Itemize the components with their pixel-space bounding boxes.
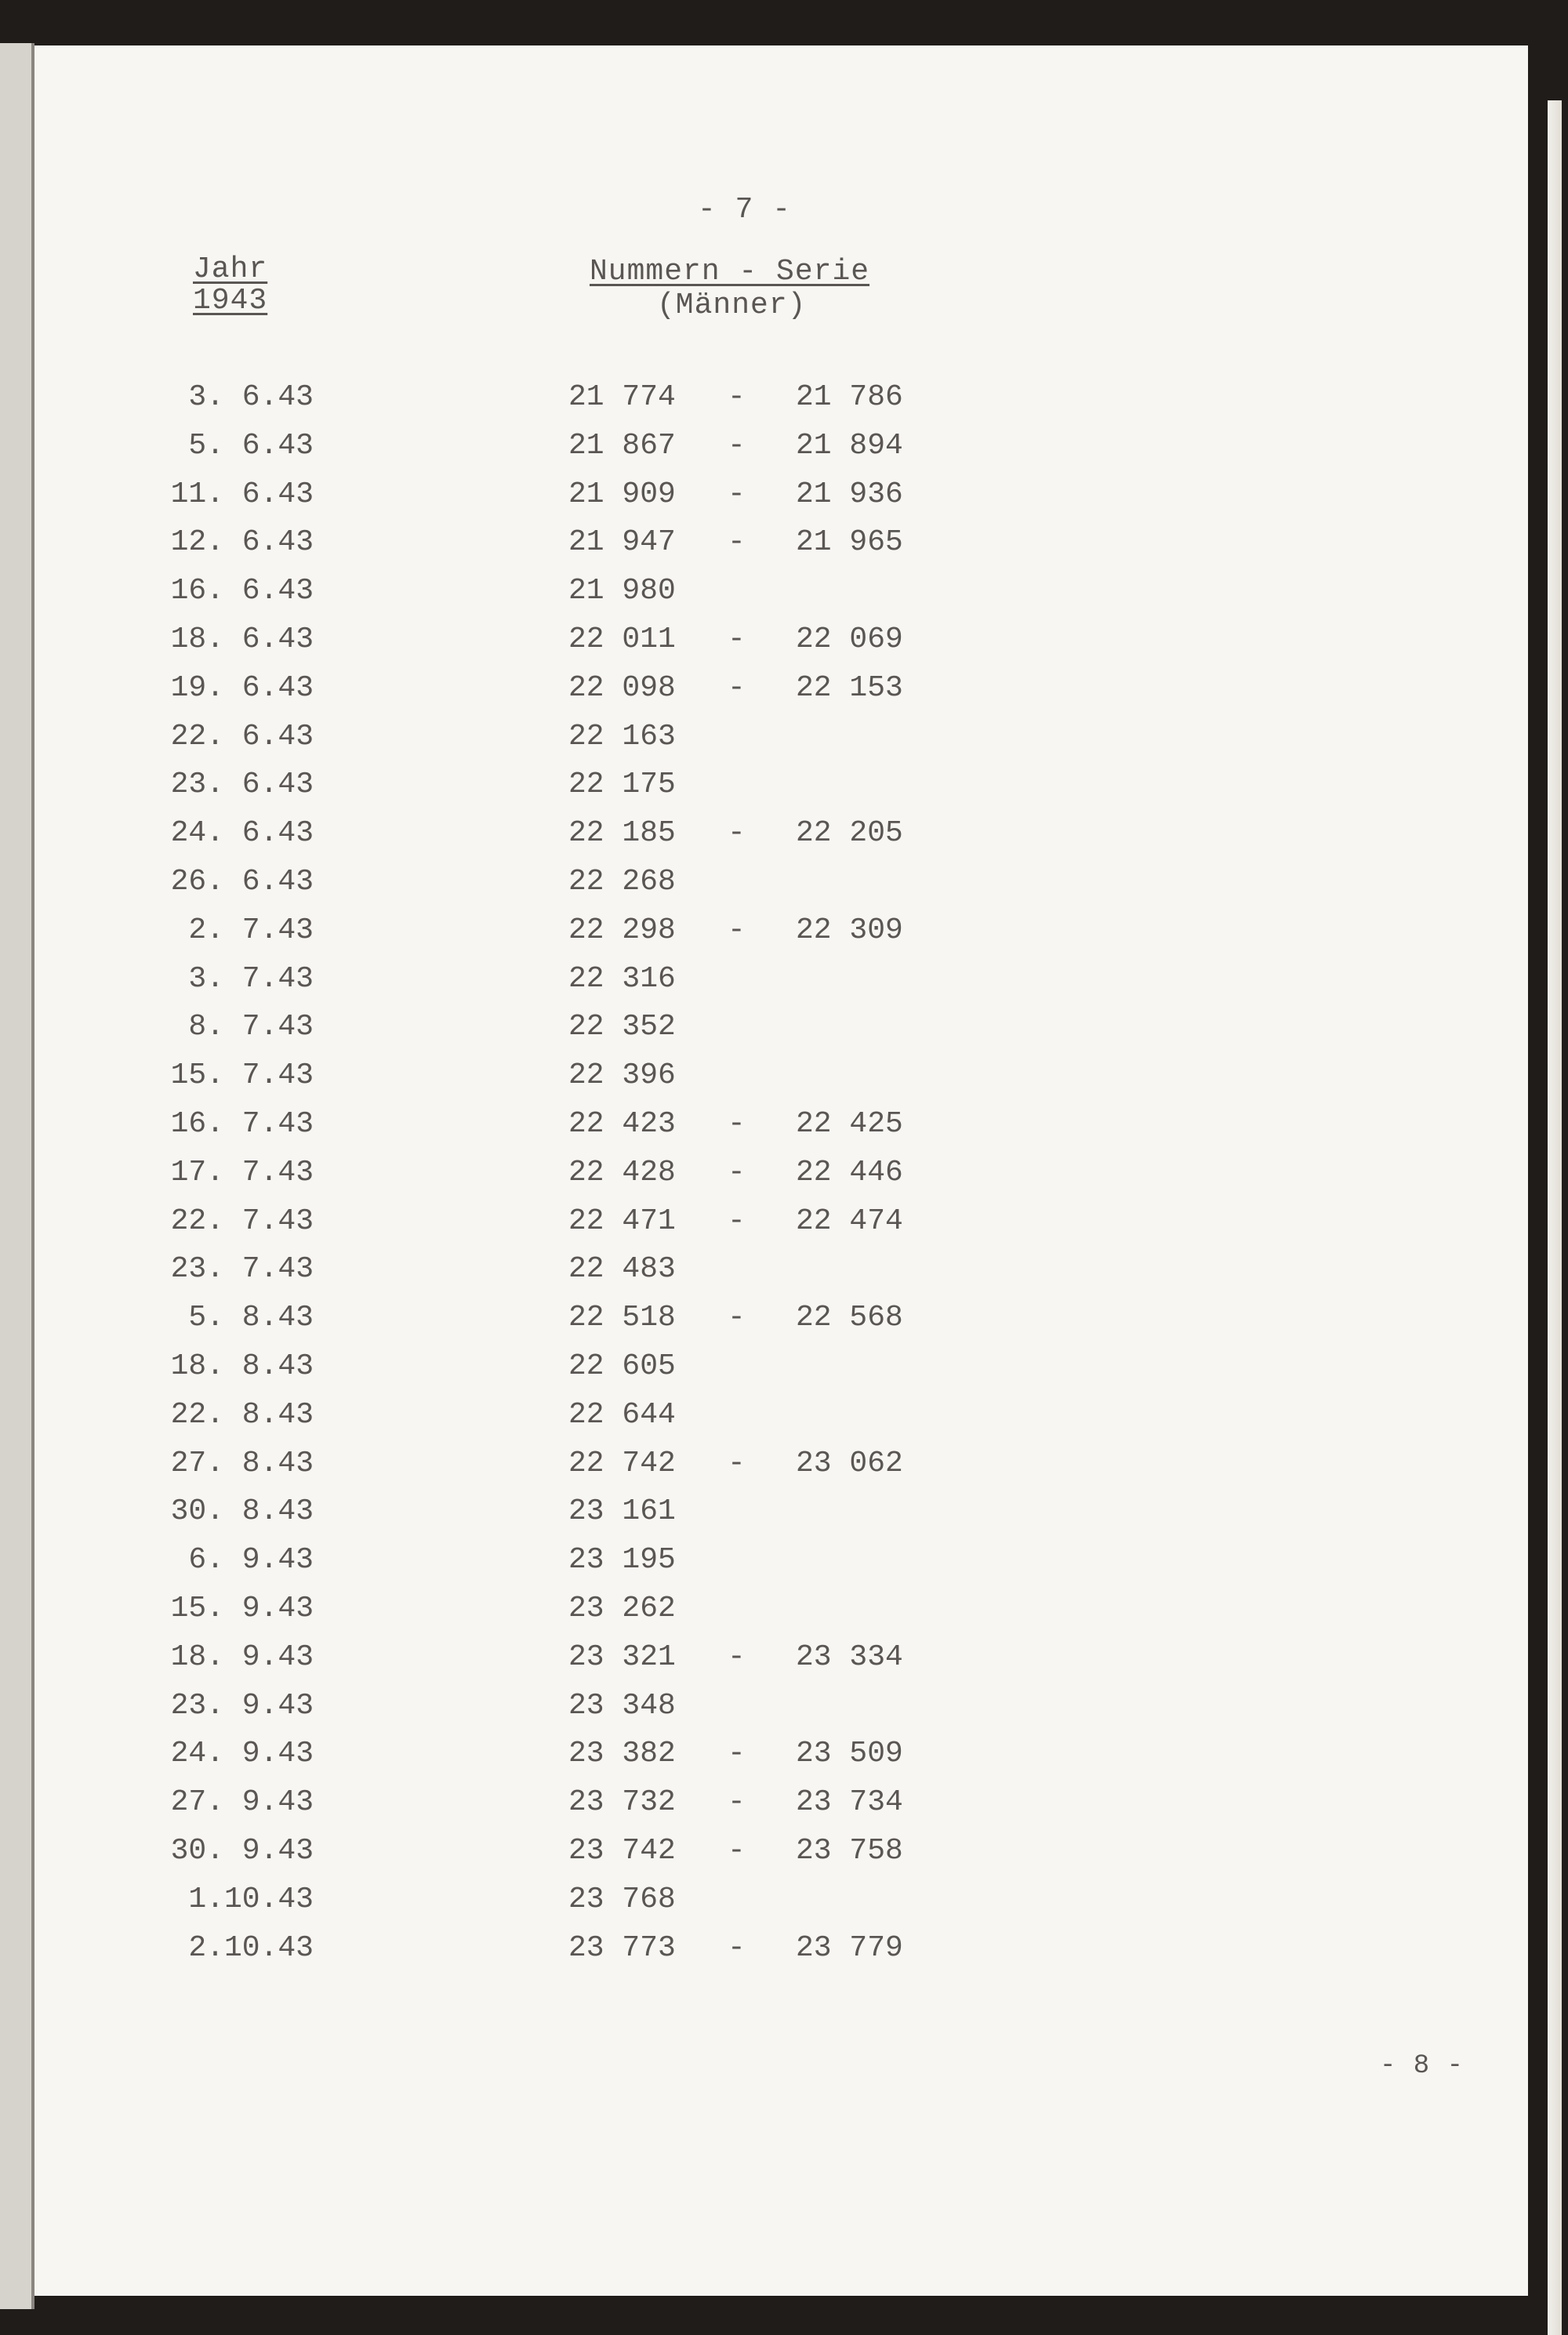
row-number-from: 23 768 [568,1883,676,1916]
row-number-from: 23 262 [568,1592,676,1625]
row-date: 1.10.43 [188,1883,314,1916]
row-range-dash: - [728,380,746,414]
row-date: 17. 7.43 [170,1156,314,1189]
row-date: 23. 7.43 [170,1252,314,1286]
row-date: 19. 6.43 [170,671,314,705]
row-number-to: 23 062 [796,1447,903,1480]
row-date: 30. 9.43 [170,1834,314,1868]
table-row [0,525,1019,565]
row-range-dash: - [728,1785,746,1819]
table-row [0,1883,1019,1922]
table-row [0,1640,1019,1680]
row-number-from: 22 352 [568,1010,676,1044]
row-range-dash: - [728,671,746,705]
row-number-from: 23 321 [568,1640,676,1674]
row-number-to: 22 474 [796,1204,903,1238]
row-date: 6. 9.43 [188,1543,314,1577]
row-number-from: 22 471 [568,1204,676,1238]
table-row [0,1785,1019,1825]
row-range-dash: - [728,623,746,656]
row-number-from: 22 316 [568,962,676,996]
row-number-to: 21 786 [796,380,903,414]
row-number-from: 22 423 [568,1107,676,1141]
table-row [0,1252,1019,1291]
row-date: 3. 7.43 [188,962,314,996]
row-number-from: 23 382 [568,1737,676,1770]
table-row [0,913,1019,953]
row-number-from: 22 268 [568,865,676,899]
row-number-from: 21 774 [568,380,676,414]
table-row [0,671,1019,710]
row-number-from: 22 605 [568,1349,676,1383]
row-number-to: 23 509 [796,1737,903,1770]
table-row [0,1301,1019,1340]
row-number-from: 21 909 [568,478,676,511]
row-date: 27. 9.43 [170,1785,314,1819]
row-date: 26. 6.43 [170,865,314,899]
row-date: 24. 9.43 [170,1737,314,1770]
table-row [0,1156,1019,1195]
row-date: 27. 8.43 [170,1447,314,1480]
row-number-from: 21 867 [568,429,676,463]
table-row [0,1689,1019,1728]
year-header-label: Jahr [193,252,268,286]
row-number-from: 22 098 [568,671,676,705]
row-number-to: 21 894 [796,429,903,463]
table-row [0,816,1019,855]
row-date: 5. 8.43 [188,1301,314,1335]
page-edge-shadow [1548,100,1562,2335]
row-date: 16. 6.43 [170,574,314,608]
table-row [0,1592,1019,1631]
row-number-to: 23 779 [796,1931,903,1965]
row-date: 15. 7.43 [170,1059,314,1092]
row-date: 8. 7.43 [188,1010,314,1044]
row-date: 18. 9.43 [170,1640,314,1674]
row-range-dash: - [728,1931,746,1965]
table-row [0,1834,1019,1873]
row-range-dash: - [728,913,746,947]
row-range-dash: - [728,525,746,559]
table-row [0,1107,1019,1146]
year-header-value: 1943 [193,284,268,318]
series-header-subtitle: (Männer) [657,289,807,322]
row-number-from: 22 396 [568,1059,676,1092]
row-date: 16. 7.43 [170,1107,314,1141]
row-number-to: 22 425 [796,1107,903,1141]
row-number-to: 23 758 [796,1834,903,1868]
table-row [0,1931,1019,1970]
row-date: 18. 8.43 [170,1349,314,1383]
table-row [0,429,1019,468]
row-number-from: 22 185 [568,816,676,850]
row-date: 22. 7.43 [170,1204,314,1238]
row-date: 22. 6.43 [170,720,314,754]
table-row [0,1204,1019,1244]
row-number-to: 22 069 [796,623,903,656]
row-number-to: 23 734 [796,1785,903,1819]
row-number-from: 21 947 [568,525,676,559]
row-number-to: 21 936 [796,478,903,511]
row-number-from: 22 011 [568,623,676,656]
table-row [0,623,1019,662]
row-number-to: 22 568 [796,1301,903,1335]
series-header-label: Nummern - Serie [590,255,870,289]
table-row [0,1398,1019,1437]
table-row [0,768,1019,807]
row-range-dash: - [728,1640,746,1674]
row-date: 2.10.43 [188,1931,314,1965]
row-number-from: 22 518 [568,1301,676,1335]
row-number-from: 23 732 [568,1785,676,1819]
row-number-to: 22 153 [796,671,903,705]
row-date: 15. 9.43 [170,1592,314,1625]
row-range-dash: - [728,1156,746,1189]
row-date: 30. 8.43 [170,1494,314,1528]
row-range-dash: - [728,429,746,463]
table-row [0,380,1019,419]
row-date: 23. 9.43 [170,1689,314,1723]
row-number-from: 22 483 [568,1252,676,1286]
row-number-to: 22 205 [796,816,903,850]
row-number-from: 22 742 [568,1447,676,1480]
row-range-dash: - [728,1301,746,1335]
row-number-from: 21 980 [568,574,676,608]
row-date: 11. 6.43 [170,478,314,511]
row-date: 23. 6.43 [170,768,314,801]
row-date: 24. 6.43 [170,816,314,850]
table-row [0,962,1019,1001]
row-number-to: 21 965 [796,525,903,559]
row-range-dash: - [728,1737,746,1770]
table-row [0,1010,1019,1049]
row-number-to: 22 309 [796,913,903,947]
table-row [0,720,1019,759]
row-number-to: 22 446 [796,1156,903,1189]
row-number-from: 22 298 [568,913,676,947]
row-number-from: 23 773 [568,1931,676,1965]
table-row [0,865,1019,904]
table-row [0,1447,1019,1486]
table-row [0,1349,1019,1389]
row-date: 3. 6.43 [188,380,314,414]
row-date: 5. 6.43 [188,429,314,463]
row-number-from: 22 644 [568,1398,676,1432]
row-number-from: 22 428 [568,1156,676,1189]
table-row [0,478,1019,517]
row-range-dash: - [728,478,746,511]
row-number-from: 22 175 [568,768,676,801]
table-row [0,1737,1019,1776]
row-date: 18. 6.43 [170,623,314,656]
page-number: - 7 - [698,193,792,227]
table-row [0,1059,1019,1098]
row-number-from: 23 742 [568,1834,676,1868]
next-page-marker: - 8 - [1380,2051,1465,2081]
row-range-dash: - [728,1447,746,1480]
row-number-from: 23 161 [568,1494,676,1528]
row-date: 22. 8.43 [170,1398,314,1432]
row-number-to: 23 334 [796,1640,903,1674]
row-date: 12. 6.43 [170,525,314,559]
row-date: 2. 7.43 [188,913,314,947]
row-range-dash: - [728,1107,746,1141]
table-row [0,1494,1019,1534]
table-row [0,1543,1019,1582]
table-row [0,574,1019,613]
row-number-from: 23 195 [568,1543,676,1577]
row-number-from: 22 163 [568,720,676,754]
row-range-dash: - [728,1204,746,1238]
row-range-dash: - [728,1834,746,1868]
row-number-from: 23 348 [568,1689,676,1723]
row-range-dash: - [728,816,746,850]
